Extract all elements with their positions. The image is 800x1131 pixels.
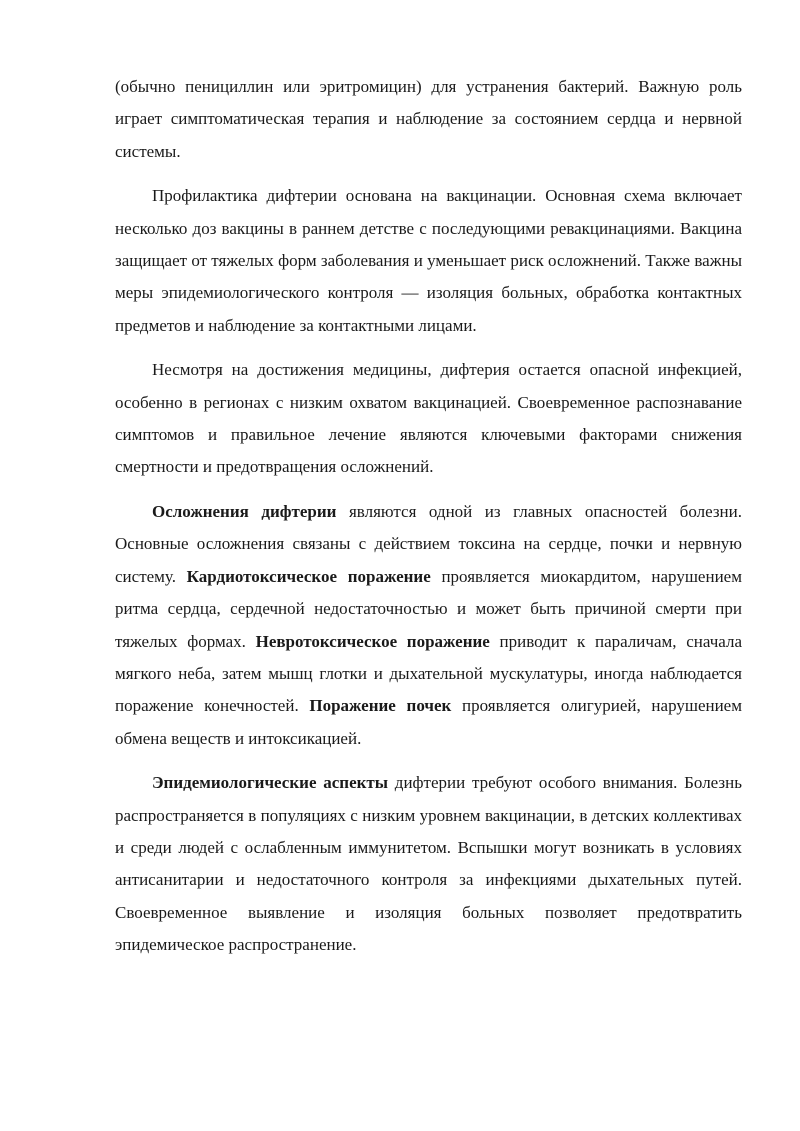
bold-term-complications: Осложнения дифтерии [152,501,337,521]
paragraph-text: приводит к параличам, сначала мягкого неба, затем мышц глотки и дыхательной мускулатуры, иногда наблюдается поражение конечностей. [115,631,742,716]
document-page [115,71,742,974]
bold-term-kidney: Поражение почек [309,696,452,716]
paragraph-text: дифтерии требуют особого внимания. Болезнь распространяется в популяциях с низким уровнем вакцинации, в детских коллективах и среди людей с ослабленным иммунитетом. Вспышки могут возникать в условиях антисанитарии и недостаточного контроля за инфекциями дыхательных путей. Своевременное выявление и изоляция больных позволяет предотвратить эпидемическое распространение. [115,773,742,955]
paragraph-complications [115,496,742,755]
bold-term-neurotoxic: Невротоксическое поражение [255,631,490,651]
paragraph-prevention [115,180,742,342]
paragraph-text: являются одной из главных опасностей болезни. Основные осложнения связаны с действием токсина на сердце, почки и нервную систему. [115,501,743,586]
paragraph-text: (обычно пенициллин или эритромицин) для устранения бактерий. Важную роль играет симптоматическая терапия и наблюдение за состоянием сердца и нервной системы. [115,77,742,161]
paragraph-text: проявляется олигурией, нарушением обмена веществ и интоксикацией. [115,696,742,748]
bold-term-cardiotoxic: Кардиотоксическое поражение [186,566,431,586]
paragraph-conclusion [115,354,742,484]
paragraph-treatment-continuation [115,71,742,168]
paragraph-epidemiology [115,767,742,961]
bold-term-epidemiology: Эпидемиологические аспекты [152,773,389,793]
paragraph-text: проявляется миокардитом, нарушением ритма сердца, сердечной недостаточностью и может быть причиной смерти при тяжелых формах. [115,566,742,651]
paragraph-text: Несмотря на достижения медицины, дифтерия остается опасной инфекцией, особенно в регионах с низким охватом вакцинацией. Своевременное распознавание симптомов и правильное лечение являются ключевыми факторами снижения смертности и предотвращения осложнений. [115,360,742,477]
paragraph-text: Профилактика дифтерии основана на вакцинации. Основная схема включает несколько доз вакцины в раннем детстве с последующими ревакцинациями. Вакцина защищает от тяжелых форм заболевания и уменьшает риск осложнений. Также важны меры эпидемиологического контроля — изоляция больных, обработка контактных предметов и наблюдение за контактными лицами. [115,186,742,335]
